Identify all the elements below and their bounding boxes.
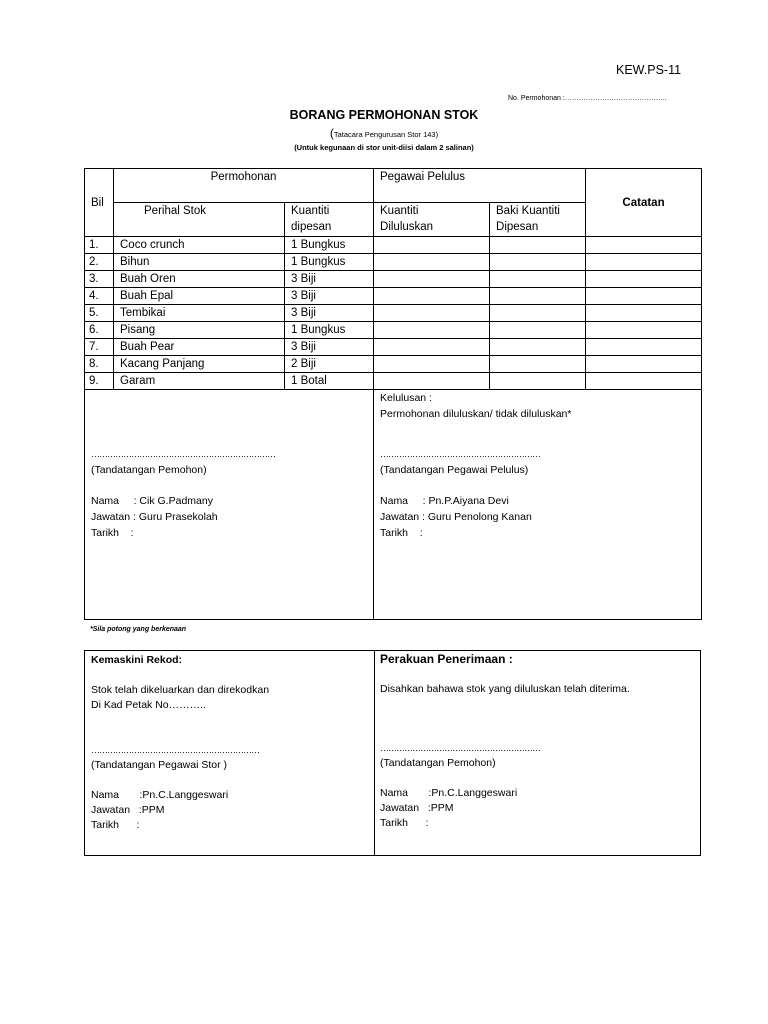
receiver-signature-label: (Tandatangan Pemohon) [380, 757, 496, 769]
row-balance[interactable] [490, 373, 586, 390]
row-item: Garam [114, 373, 285, 390]
record-update-title: Kemaskini Rekod: [91, 654, 183, 666]
subtitle-paren: ( [329, 126, 334, 140]
applicant-date[interactable]: Tarikh : [91, 527, 134, 539]
row-balance[interactable] [490, 254, 586, 271]
store-officer-name: Nama :Pn.C.Langgeswari [91, 789, 229, 801]
table-row [85, 356, 702, 373]
row-balance[interactable] [490, 356, 586, 373]
approver-position: Jawatan : Guru Penolong Kanan [380, 511, 532, 523]
row-approved[interactable] [374, 254, 490, 271]
header-permohonan: Permohonan [114, 169, 374, 203]
receiver-position: Jawatan :PPM [380, 802, 454, 814]
box-divider [374, 651, 375, 855]
row-note[interactable] [586, 322, 702, 339]
row-approved[interactable] [374, 305, 490, 322]
record-receipt-box [84, 650, 701, 856]
record-update-panel [91, 651, 369, 833]
receipt-title: Perakuan Penerimaan : [380, 652, 513, 666]
header-kuantiti-dipesan-line2: dipesan [291, 221, 332, 233]
application-number-field: No. Permohonan :…………………………………….. [508, 95, 667, 102]
table-row [85, 254, 702, 271]
row-qty: 3 Biji [285, 271, 374, 288]
header-pegawai-pelulus: Pegawai Pelulus [374, 169, 586, 203]
row-qty: 3 Biji [285, 288, 374, 305]
row-balance[interactable] [490, 339, 586, 356]
row-bil: 1. [85, 237, 114, 254]
row-item: Kacang Panjang [114, 356, 285, 373]
subtitle-text: Tatacara Pengurusan Stor 143) [333, 130, 439, 139]
applicant-name: Nama : Cik G.Padmany [91, 495, 213, 507]
applicant-signature-label: (Tandatangan Pemohon) [91, 464, 207, 476]
header-kuantiti-diluluskan-line2: Diluluskan [380, 221, 434, 233]
approver-signature-line[interactable]: …………………………………………………… [380, 449, 541, 459]
row-balance[interactable] [490, 271, 586, 288]
approval-label: Kelulusan : [380, 392, 432, 404]
row-balance[interactable] [490, 322, 586, 339]
row-qty: 1 Botal [285, 373, 374, 390]
row-qty: 2 Biji [285, 356, 374, 373]
row-approved[interactable] [374, 322, 490, 339]
approver-signature-section [374, 390, 702, 620]
row-approved[interactable] [374, 339, 490, 356]
store-officer-date[interactable]: Tarikh : [91, 819, 140, 831]
row-bil: 2. [85, 254, 114, 271]
row-note[interactable] [586, 356, 702, 373]
row-bil: 9. [85, 373, 114, 390]
table-row [85, 322, 702, 339]
row-approved[interactable] [374, 237, 490, 254]
approver-date[interactable]: Tarikh : [380, 527, 423, 539]
footnote: *Sila potong yang berkenaan [90, 626, 187, 633]
header-bil: Bil [85, 169, 114, 237]
table-row [85, 339, 702, 356]
header-kuantiti-dipesan [285, 203, 374, 237]
form-code: KEW.PS-11 [616, 63, 682, 77]
row-item: Buah Oren [114, 271, 285, 288]
receiver-signature-line[interactable]: …………………………………………………… [380, 743, 540, 753]
applicant-signature-section [85, 390, 374, 620]
row-qty: 3 Biji [285, 339, 374, 356]
row-balance[interactable] [490, 288, 586, 305]
record-update-line1: Stok telah dikeluarkan dan direkodkan [91, 684, 270, 696]
header-perihal-stok: Perihal Stok [114, 203, 285, 237]
row-bil: 3. [85, 271, 114, 288]
row-approved[interactable] [374, 373, 490, 390]
row-item: Pisang [114, 322, 285, 339]
row-balance[interactable] [490, 237, 586, 254]
stock-table [84, 168, 702, 620]
row-qty: 1 Bungkus [285, 237, 374, 254]
row-bil: 8. [85, 356, 114, 373]
store-officer-signature-line[interactable]: ……………………………………………………… [91, 745, 259, 755]
approver-signature-label: (Tandatangan Pegawai Pelulus) [380, 464, 529, 476]
row-note[interactable] [586, 288, 702, 305]
row-note[interactable] [586, 339, 702, 356]
receiver-name: Nama :Pn.C.Langgeswari [380, 787, 518, 799]
row-bil: 6. [85, 322, 114, 339]
receiver-date[interactable]: Tarikh : [380, 817, 429, 829]
store-officer-signature-label: (Tandatangan Pegawai Stor ) [91, 759, 228, 771]
header-kuantiti-diluluskan [374, 203, 490, 237]
table-row [85, 305, 702, 322]
header-kuantiti-dipesan-line1: Kuantiti [291, 205, 330, 217]
row-note[interactable] [586, 305, 702, 322]
header-kuantiti-diluluskan-line1: Kuantiti [380, 205, 419, 217]
table-row [85, 373, 702, 390]
row-qty: 3 Biji [285, 305, 374, 322]
store-officer-position: Jawatan :PPM [91, 804, 165, 816]
approver-name: Nama : Pn.P.Aiyana Devi [380, 495, 509, 507]
form-title: BORANG PERMOHONAN STOK [289, 108, 479, 122]
row-item: Bihun [114, 254, 285, 271]
header-baki-line1: Baki Kuantiti [496, 205, 560, 217]
row-item: Buah Epal [114, 288, 285, 305]
row-bil: 7. [85, 339, 114, 356]
row-item: Buah Pear [114, 339, 285, 356]
header-baki-line2: Dipesan [496, 221, 539, 233]
receipt-text: Disahkan bahawa stok yang diluluskan telah diterima. [380, 683, 630, 695]
table-row [85, 271, 702, 288]
row-approved[interactable] [374, 356, 490, 373]
row-bil: 4. [85, 288, 114, 305]
row-item: Tembikai [114, 305, 285, 322]
row-approved[interactable] [374, 271, 490, 288]
table-row [85, 237, 702, 254]
header-catatan: Catatan [586, 169, 702, 237]
receipt-panel [380, 651, 696, 831]
applicant-position: Jawatan : Guru Prasekolah [91, 511, 218, 523]
form-subtitle [0, 126, 768, 140]
row-note[interactable] [586, 254, 702, 271]
form-usage-note: (Untuk kegunaan di stor unit-diisi dalam 2 salinan) [294, 143, 474, 152]
row-qty: 1 Bungkus [285, 322, 374, 339]
row-note[interactable] [586, 237, 702, 254]
header-baki-kuantiti [490, 203, 586, 237]
row-note[interactable] [586, 271, 702, 288]
row-note[interactable] [586, 373, 702, 390]
record-update-line2[interactable]: Di Kad Petak No……….. [91, 699, 206, 711]
row-approved[interactable] [374, 288, 490, 305]
row-bil: 5. [85, 305, 114, 322]
table-row [85, 288, 702, 305]
approval-text: Permohonan diluluskan/ tidak diluluskan* [380, 408, 572, 420]
applicant-signature-line[interactable]: …………………………………………………………… [91, 449, 275, 459]
row-balance[interactable] [490, 305, 586, 322]
row-item: Coco crunch [114, 237, 285, 254]
row-qty: 1 Bungkus [285, 254, 374, 271]
